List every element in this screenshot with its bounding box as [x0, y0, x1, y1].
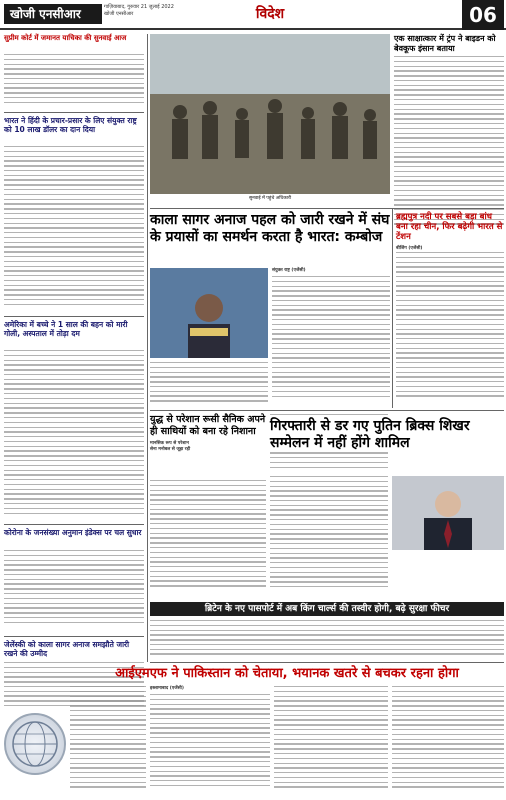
story-russian-soldiers-subline: सेना मनोबल से जूझ रही: [150, 447, 191, 452]
kamboj-photo: [150, 268, 268, 358]
story-imf-body-b: [274, 686, 388, 796]
story-russian-soldiers-body: [150, 480, 266, 598]
story-corona-index-body: [4, 550, 144, 632]
story-imf-body-d: [70, 686, 146, 796]
story-trump-headline: एक साक्षात्कार में ट्रंप ने बाइडन को बेवकूफ इंसान बताया: [394, 34, 496, 53]
story-imf-byline: इस्लामाबाद (एजेंसी): [150, 686, 184, 691]
story-kamboj-body-b: [150, 362, 268, 406]
globe-icon: [6, 715, 64, 773]
story-hindi-un-headline: भारत ने हिंदी के प्रचार-प्रसार के लिए संयुक्त राष्ट्र को 10 लाख डॉलर का दान दिया: [4, 116, 137, 134]
story-corona-index-headline: कोरोना के जनसंख्या अनुमान इंडेक्स पर चल सुधार: [4, 528, 142, 537]
divider: [4, 524, 144, 525]
news-ticker: ब्रिटेन के नए पासपोर्ट में अब किंग चार्ल्स की तस्वीर होगी, बढ़े सुरक्षा फीचर: [150, 602, 504, 616]
story-russian-soldiers: [150, 414, 266, 453]
story-imf-headline: आईएमएफ ने पाकिस्तान को चेताया, भयानक खतरे से बचकर रहना होगा: [115, 666, 459, 681]
story-corona-index: [4, 528, 144, 632]
story-sc-bail: [4, 34, 144, 108]
story-putin-headline: गिरफ्तारी से डर गए पुतिन ब्रिक्स शिखर सम्मेलन में नहीं होंगे शामिल: [270, 418, 504, 451]
page-number: 06: [462, 0, 504, 30]
story-zelensky-headline: जेलेंस्की को काला सागर अनाज समझौते जारी रखने की उम्मीद: [4, 640, 130, 658]
masthead-date: गाज़ियाबाद, गुरुवार 21 जुलाई 2022: [104, 4, 174, 10]
story-kamboj-headline: काला सागर अनाज पहल को जारी रखने में संघ के प्रयासों का समर्थन करता है भारत: कम्बोज: [150, 212, 390, 245]
story-hindi-un: [4, 116, 144, 312]
masthead-subtitle: खोजी एनसीआर: [104, 11, 134, 17]
divider: [150, 410, 504, 411]
masthead-meta: [104, 4, 244, 18]
portrait-photo-icon: [392, 476, 504, 550]
story-imf-body-a: [150, 694, 270, 796]
story-imf: [70, 666, 504, 681]
story-dam-byline: बीजिंग (एजेंसी): [396, 246, 423, 251]
divider: [4, 112, 144, 113]
column-divider: [147, 34, 148, 662]
story-putin: [270, 418, 504, 451]
story-dam-headline: ब्रह्मपुत्र नदी पर सबसे बड़ा बांध बना रहा चीन, फिर बढ़ेगी भारत से टेंशन: [396, 212, 503, 242]
top-photo: [150, 34, 390, 194]
top-photo-caption: सुनवाई में पहुंचे अधिकारी: [248, 196, 292, 201]
story-trump: [394, 34, 504, 53]
speaker-photo-icon: [150, 268, 268, 358]
imf-logo: [4, 713, 66, 775]
story-russian-soldiers-byline: मानसिक रूप से परेशान: [150, 441, 189, 446]
story-sc-bail-headline: सुप्रीम कोर्ट में जमानत याचिका की सुनवाई आज: [4, 34, 127, 42]
divider: [4, 316, 144, 317]
story-us-shooting-headline: अमेरिका में बच्चे ने 1 साल की बहन को मारी गोली, अस्पताल में तोड़ा दम: [4, 320, 128, 338]
putin-photo: [392, 476, 504, 550]
crowd-photo-icon: [150, 34, 390, 194]
page-header: [0, 0, 506, 30]
story-kamboj-body-a: [272, 276, 390, 406]
story-kamboj-byline: संयुक्त राष्ट्र (एजेंसी): [272, 268, 306, 273]
story-kamboj: [150, 212, 390, 245]
story-dam-body: [396, 252, 504, 406]
divider: [392, 208, 393, 408]
story-russian-soldiers-headline: युद्ध से परेशान रूसी सैनिक अपने ही साथियों को बना रहे निशाना: [150, 414, 266, 437]
divider: [150, 208, 504, 209]
story-imf-body-c: [392, 686, 504, 796]
masthead-brand: खोजी एनसीआर: [4, 4, 102, 24]
ticker-story-body: [150, 620, 504, 660]
story-sc-bail-body: [4, 54, 144, 108]
divider: [4, 636, 144, 637]
section-label: विदेश: [255, 6, 285, 22]
story-putin-body: [270, 476, 388, 598]
story-hindi-un-body: [4, 146, 144, 312]
divider: [150, 662, 504, 663]
story-us-shooting-body: [4, 350, 144, 520]
story-us-shooting: [4, 320, 144, 520]
story-dam: [396, 212, 504, 252]
